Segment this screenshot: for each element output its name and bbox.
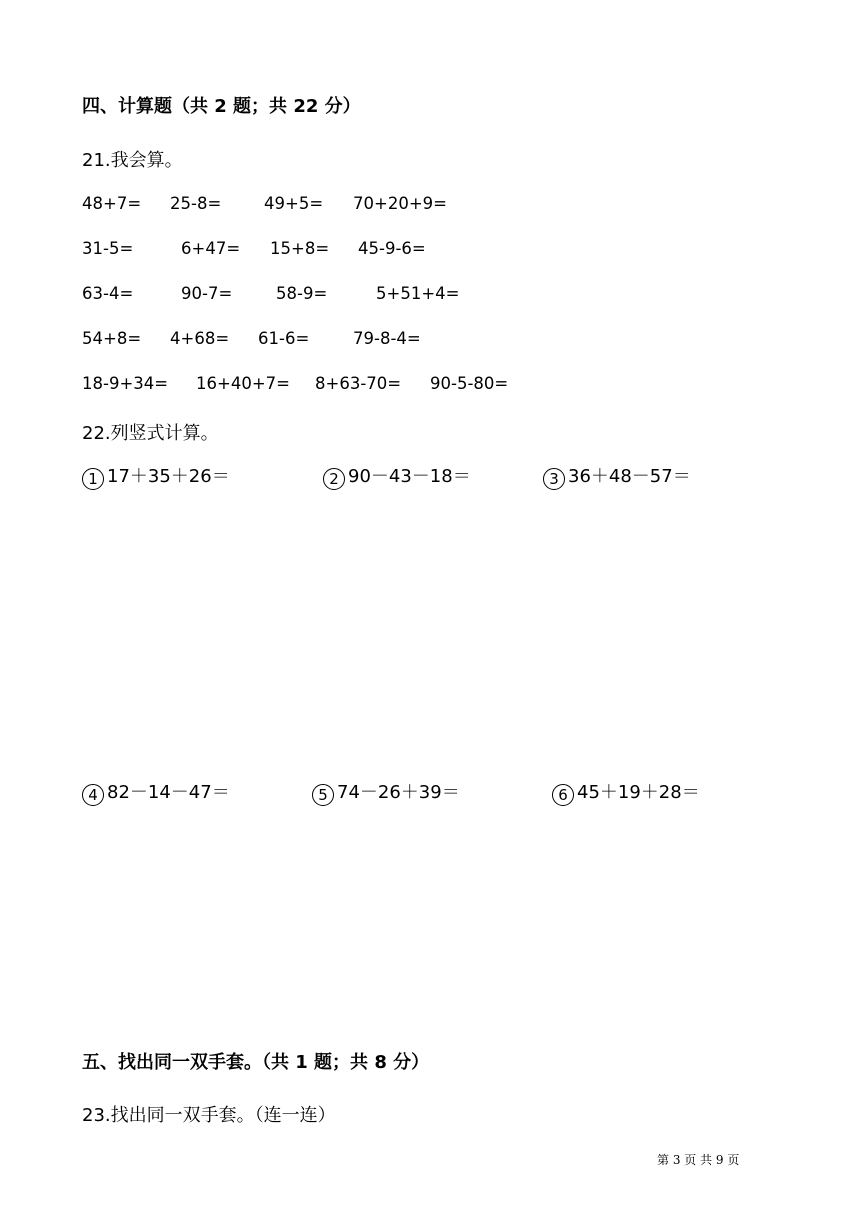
circled-number: 5 [312,784,334,806]
exercise: 18-9+34= [82,374,169,393]
vertical-calc-expr: 17＋35＋26＝ [107,466,230,487]
exercise: 54+8= [82,329,142,348]
question-23-title: 23.找出同一双手套。（连一连） [82,1105,336,1126]
exercise: 31-5= [82,239,134,258]
vertical-calc-expr: 90－43－18＝ [348,466,471,487]
exercise: 90-5-80= [430,374,509,393]
exercise: 49+5= [264,194,324,213]
circled-number: 1 [82,468,104,490]
circled-number: 2 [323,468,345,490]
exercise: 90-7= [181,284,233,303]
exercise: 79-8-4= [353,329,421,348]
circled-number: 4 [82,784,104,806]
vertical-calc-expr: 36＋48－57＝ [568,466,691,487]
exercise: 8+63-70= [315,374,402,393]
exercise: 15+8= [270,239,330,258]
vertical-calc-expr: 82－14－47＝ [107,782,230,803]
vertical-calc-item [543,462,691,490]
vertical-calc-item [312,778,460,806]
exercise: 16+40+7= [196,374,290,393]
vertical-calc-item [82,778,230,806]
circled-number: 6 [552,784,574,806]
exercise: 4+68= [170,329,230,348]
exercise: 70+20+9= [353,194,447,213]
vertical-calc-expr: 74－26＋39＝ [337,782,460,803]
exercise: 45-9-6= [358,239,426,258]
question-22-title: 22.列竖式计算。 [82,423,219,444]
exercise: 25-8= [170,194,222,213]
page-footer: 第 3 页 共 9 页 [657,1153,740,1167]
question-21-title: 21.我会算。 [82,150,183,171]
exercise: 63-4= [82,284,134,303]
section-heading: 四、计算题（共 2 题；共 22 分） [82,96,361,117]
section-heading: 五、找出同一双手套。（共 1 题；共 8 分） [82,1052,430,1073]
vertical-calc-item [323,462,471,490]
exercise: 6+47= [181,239,241,258]
vertical-calc-item [552,778,700,806]
exercise: 48+7= [82,194,142,213]
circled-number: 3 [543,468,565,490]
vertical-calc-expr: 45＋19＋28＝ [577,782,700,803]
vertical-calc-item [82,462,230,490]
exercise: 61-6= [258,329,310,348]
exercise: 58-9= [276,284,328,303]
exercise: 5+51+4= [376,284,460,303]
